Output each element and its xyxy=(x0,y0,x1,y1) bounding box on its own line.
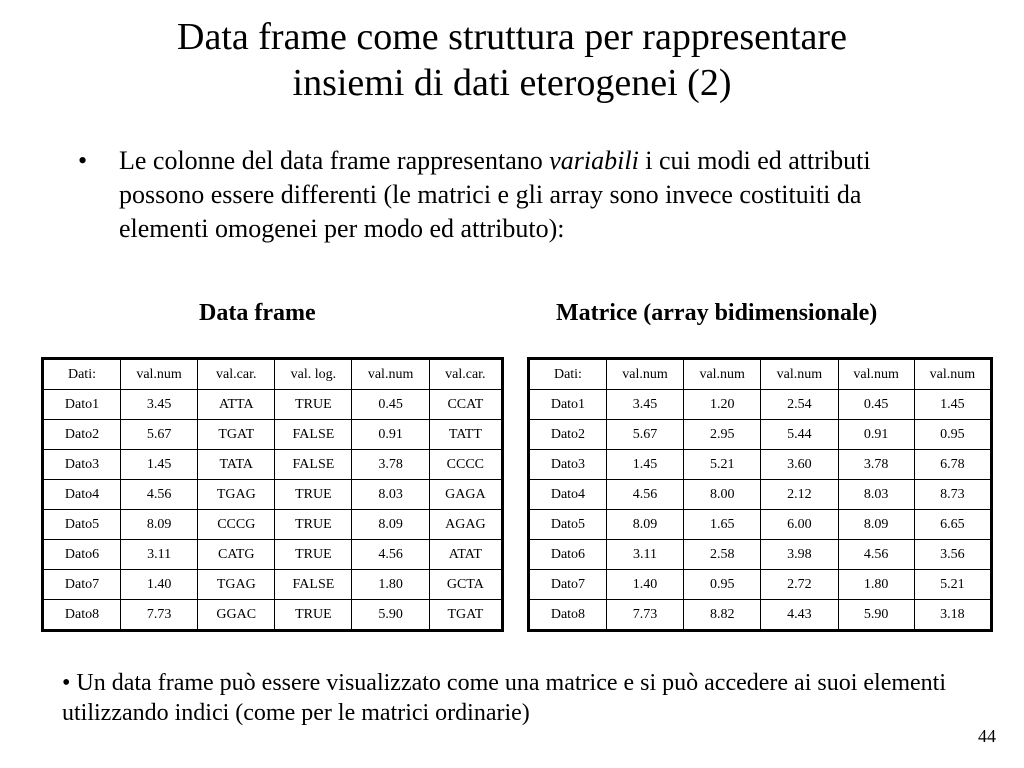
table-cell: TRUE xyxy=(275,390,352,420)
table-cell: 3.11 xyxy=(606,540,683,570)
table-row xyxy=(530,480,991,510)
table-cell: Dato3 xyxy=(44,450,121,480)
header-cell: Dati: xyxy=(530,360,607,390)
table-row xyxy=(44,540,502,570)
dataframe-table xyxy=(41,357,504,632)
bullet-text xyxy=(119,144,938,246)
table-cell: ATTA xyxy=(198,390,275,420)
table-cell: 3.60 xyxy=(761,450,838,480)
table-cell: CCCC xyxy=(429,450,501,480)
table-cell: TGAG xyxy=(198,480,275,510)
table-cell: Dato1 xyxy=(530,390,607,420)
page-number: 44 xyxy=(978,726,996,746)
table-cell: 2.95 xyxy=(684,420,761,450)
table-cell: TRUE xyxy=(275,540,352,570)
table-row xyxy=(530,510,991,540)
table-cell: CCCG xyxy=(198,510,275,540)
table-cell: 0.45 xyxy=(352,390,429,420)
table-cell: 3.11 xyxy=(120,540,197,570)
table-row xyxy=(44,390,502,420)
table-header-row xyxy=(44,360,502,390)
header-cell: val.num xyxy=(352,360,429,390)
table-cell: Dato2 xyxy=(44,420,121,450)
table-cell: 5.67 xyxy=(606,420,683,450)
bullet-paragraph xyxy=(78,144,938,246)
bullet-text-before: Le colonne del data frame rappresentano xyxy=(119,146,550,175)
bullet-text-after: i cui modi ed attributi possono essere differenti (le matrici e gli array sono invece costituiti da elementi omogenei per modo ed attributo): xyxy=(119,146,871,243)
slide-title-line2: insiemi di dati eterogenei (2) xyxy=(292,62,732,104)
matrix-grid xyxy=(529,359,991,630)
table-cell: 8.73 xyxy=(914,480,990,510)
table-cell: Dato7 xyxy=(530,570,607,600)
table-cell: 1.40 xyxy=(606,570,683,600)
table-cell: 2.54 xyxy=(761,390,838,420)
table-cell: TATA xyxy=(198,450,275,480)
bullet-dot: • xyxy=(78,146,88,175)
table-cell: 0.95 xyxy=(914,420,990,450)
table-cell: Dato7 xyxy=(44,570,121,600)
table-cell: 5.21 xyxy=(684,450,761,480)
header-cell: val.car. xyxy=(429,360,501,390)
table-cell: 2.58 xyxy=(684,540,761,570)
table-cell: 5.90 xyxy=(352,600,429,630)
table-cell: 2.12 xyxy=(761,480,838,510)
table-row xyxy=(530,540,991,570)
table-header-row xyxy=(530,360,991,390)
table-cell: 6.65 xyxy=(914,510,990,540)
table-cell: Dato6 xyxy=(530,540,607,570)
table-cell: Dato8 xyxy=(530,600,607,630)
table-cell: 1.80 xyxy=(838,570,914,600)
table-cell: TGAT xyxy=(429,600,501,630)
table-cell: 0.45 xyxy=(838,390,914,420)
table-cell: 8.03 xyxy=(352,480,429,510)
slide-title-line1: Data frame come struttura per rappresentare xyxy=(177,16,847,58)
table-cell: 5.90 xyxy=(838,600,914,630)
table-cell: 5.67 xyxy=(120,420,197,450)
table-cell: 5.44 xyxy=(761,420,838,450)
table-cell: 1.45 xyxy=(606,450,683,480)
table-cell: TGAT xyxy=(198,420,275,450)
table-cell: Dato4 xyxy=(530,480,607,510)
table-cell: FALSE xyxy=(275,420,352,450)
header-cell: val.num xyxy=(761,360,838,390)
table-cell: 1.45 xyxy=(914,390,990,420)
table-cell: FALSE xyxy=(275,450,352,480)
table-cell: 4.56 xyxy=(838,540,914,570)
table-row xyxy=(530,390,991,420)
table-cell: 3.18 xyxy=(914,600,990,630)
table-cell: 1.20 xyxy=(684,390,761,420)
table-cell: 8.82 xyxy=(684,600,761,630)
table-cell: GCTA xyxy=(429,570,501,600)
dataframe-caption: Data frame xyxy=(199,300,316,326)
slide-title xyxy=(0,14,1024,106)
bullet-emphasis: variabili xyxy=(549,146,639,175)
table-cell: 3.56 xyxy=(914,540,990,570)
table-cell: 5.21 xyxy=(914,570,990,600)
table-cell: CCAT xyxy=(429,390,501,420)
table-cell: 0.91 xyxy=(352,420,429,450)
table-cell: Dato4 xyxy=(44,480,121,510)
header-cell: val. log. xyxy=(275,360,352,390)
header-cell: val.num xyxy=(838,360,914,390)
dataframe-grid xyxy=(43,359,502,630)
header-cell: val.num xyxy=(120,360,197,390)
table-cell: 2.72 xyxy=(761,570,838,600)
table-cell: 7.73 xyxy=(606,600,683,630)
header-cell: val.car. xyxy=(198,360,275,390)
table-cell: 8.09 xyxy=(120,510,197,540)
table-cell: Dato2 xyxy=(530,420,607,450)
table-cell: 0.91 xyxy=(838,420,914,450)
table-cell: TRUE xyxy=(275,480,352,510)
table-row xyxy=(44,480,502,510)
table-cell: 0.95 xyxy=(684,570,761,600)
table-cell: 4.43 xyxy=(761,600,838,630)
table-cell: 3.45 xyxy=(606,390,683,420)
table-cell: Dato1 xyxy=(44,390,121,420)
table-cell: 8.09 xyxy=(838,510,914,540)
header-cell: val.num xyxy=(914,360,990,390)
table-row xyxy=(530,450,991,480)
table-cell: 3.78 xyxy=(352,450,429,480)
table-row xyxy=(44,450,502,480)
table-cell: 8.03 xyxy=(838,480,914,510)
table-cell: 3.98 xyxy=(761,540,838,570)
table-cell: GGAC xyxy=(198,600,275,630)
table-cell: 4.56 xyxy=(352,540,429,570)
table-row xyxy=(530,570,991,600)
table-cell: 6.00 xyxy=(761,510,838,540)
table-cell: 4.56 xyxy=(606,480,683,510)
table-cell: 8.00 xyxy=(684,480,761,510)
table-cell: 1.40 xyxy=(120,570,197,600)
table-cell: TATT xyxy=(429,420,501,450)
table-cell: CATG xyxy=(198,540,275,570)
table-row xyxy=(44,570,502,600)
table-cell: 7.73 xyxy=(120,600,197,630)
table-cell: 8.09 xyxy=(352,510,429,540)
table-cell: 6.78 xyxy=(914,450,990,480)
table-cell: TRUE xyxy=(275,510,352,540)
footer-paragraph: • Un data frame può essere visualizzato come una matrice e si può accedere ai suoi elementi utilizzando indici (come per le matrici ordinarie) xyxy=(62,670,947,726)
table-cell: 4.56 xyxy=(120,480,197,510)
table-cell: GAGA xyxy=(429,480,501,510)
table-cell: 8.09 xyxy=(606,510,683,540)
table-row xyxy=(44,510,502,540)
table-cell: TRUE xyxy=(275,600,352,630)
table-cell: Dato5 xyxy=(530,510,607,540)
table-cell: Dato5 xyxy=(44,510,121,540)
table-cell: 3.45 xyxy=(120,390,197,420)
table-row xyxy=(530,600,991,630)
table-cell: 3.78 xyxy=(838,450,914,480)
table-row xyxy=(530,420,991,450)
table-cell: 1.45 xyxy=(120,450,197,480)
matrix-caption: Matrice (array bidimensionale) xyxy=(556,300,878,326)
header-cell: Dati: xyxy=(44,360,121,390)
table-cell: Dato3 xyxy=(530,450,607,480)
header-cell: val.num xyxy=(606,360,683,390)
table-cell: 1.80 xyxy=(352,570,429,600)
table-cell: Dato6 xyxy=(44,540,121,570)
header-cell: val.num xyxy=(684,360,761,390)
table-row xyxy=(44,420,502,450)
table-cell: AGAG xyxy=(429,510,501,540)
table-row xyxy=(44,600,502,630)
table-cell: FALSE xyxy=(275,570,352,600)
matrix-table xyxy=(527,357,993,632)
table-cell: TGAG xyxy=(198,570,275,600)
table-cell: 1.65 xyxy=(684,510,761,540)
table-cell: Dato8 xyxy=(44,600,121,630)
table-cell: ATAT xyxy=(429,540,501,570)
